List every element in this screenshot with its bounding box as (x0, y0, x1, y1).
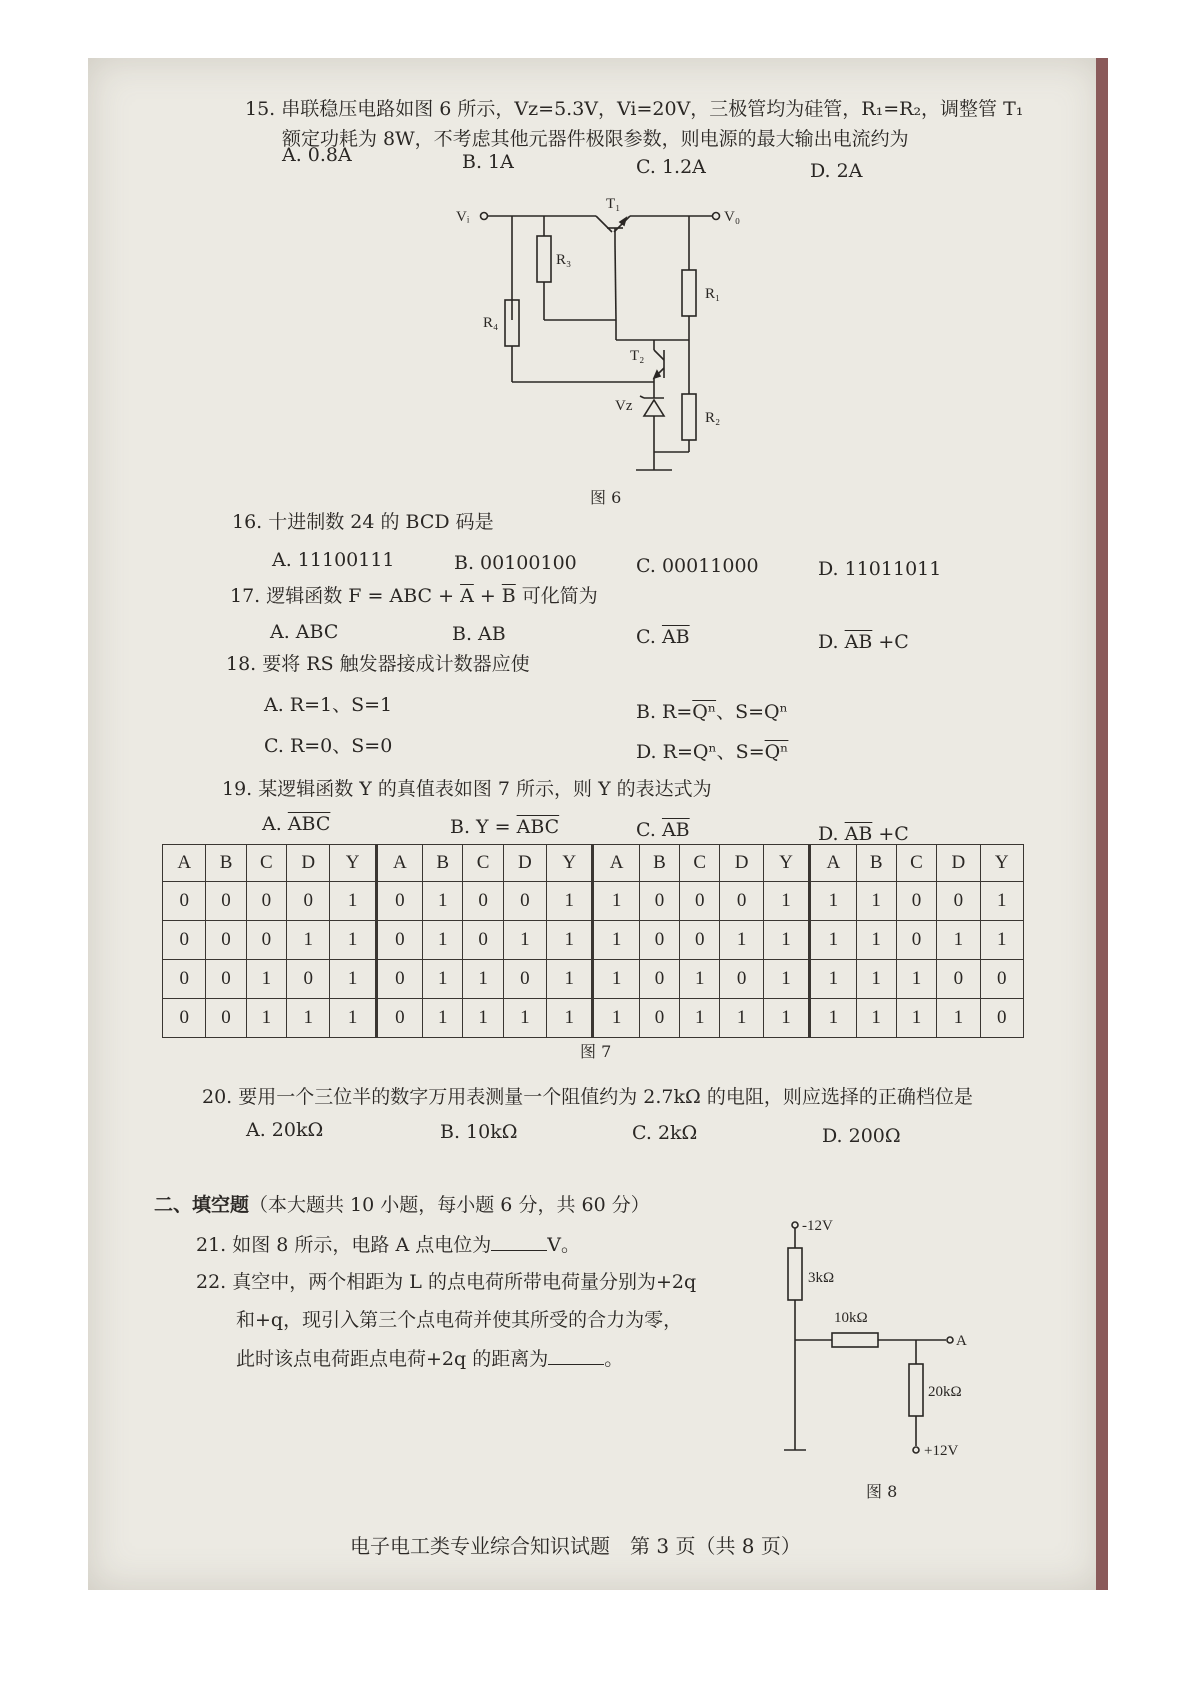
table-cell: 1 (547, 999, 593, 1038)
table-cell: 0 (463, 882, 503, 921)
table-cell: 1 (810, 882, 856, 921)
table-header-cell: Y (547, 845, 593, 882)
table-cell: 0 (639, 999, 679, 1038)
r3-label: R₃ (556, 252, 572, 268)
q15-line2: 额定功耗为 8W，不考虑其他元器件极限参数，则电源的最大输出电流约为 (282, 128, 909, 150)
table-cell: 1 (810, 921, 856, 960)
q15-option-d: D. 2A (810, 160, 863, 182)
table-header-cell: C (463, 845, 503, 882)
table-cell: 1 (246, 960, 286, 999)
q17-option-a: A. ABC (270, 621, 339, 643)
table-cell: 0 (720, 960, 763, 999)
table-header-cell: C (680, 845, 720, 882)
table-cell: 0 (246, 882, 286, 921)
q19-stem: 19. 某逻辑函数 Y 的真值表如图 7 所示，则 Y 的表达式为 (222, 778, 712, 800)
table-header-cell: D (503, 845, 546, 882)
table-cell: 1 (330, 999, 376, 1038)
table-cell: 1 (720, 999, 763, 1038)
q22-line1: 22. 真空中，两个相距为 L 的点电荷所带电荷量分别为+2q (196, 1271, 697, 1293)
q15-option-a: A. 0.8A (282, 144, 352, 166)
a-terminal (947, 1337, 953, 1343)
table-cell: 0 (896, 921, 936, 960)
table-cell: 0 (163, 999, 206, 1038)
table-cell: 1 (763, 999, 809, 1038)
table-cell: 1 (593, 960, 639, 999)
table-cell: 1 (763, 960, 809, 999)
q22-line3: 此时该点电荷距点电荷+2q 的距离为 。 (236, 1348, 624, 1370)
table-cell: 0 (206, 999, 246, 1038)
table-cell: 0 (937, 960, 980, 999)
table-header-cell: A (376, 845, 422, 882)
table-cell: 0 (206, 921, 246, 960)
table-cell: 1 (423, 921, 463, 960)
pos12v-terminal (913, 1447, 919, 1453)
table-cell: 1 (246, 999, 286, 1038)
table-cell: 1 (937, 921, 980, 960)
q20-option-d: D. 200Ω (822, 1125, 901, 1147)
table-cell: 0 (376, 882, 422, 921)
table-cell: 0 (163, 882, 206, 921)
table-cell: 0 (680, 882, 720, 921)
table-cell: 1 (503, 921, 546, 960)
q20-stem: 20. 要用一个三位半的数字万用表测量一个阻值约为 2.7kΩ 的电阻，则应选择的正确档位是 (202, 1086, 973, 1108)
table-header-cell: Y (980, 845, 1023, 882)
table-header-cell: B (856, 845, 896, 882)
table-cell: 1 (330, 960, 376, 999)
q20-option-a: A. 20kΩ (246, 1119, 324, 1141)
table-cell: 0 (639, 882, 679, 921)
table-header-cell: A (163, 845, 206, 882)
q18-option-a: A. R=1、S=1 (264, 694, 393, 716)
q16-option-d: D. 11011011 (818, 558, 942, 580)
vi-label: Vᵢ (456, 209, 470, 225)
table-cell: 1 (763, 882, 809, 921)
table-cell: 0 (937, 882, 980, 921)
table-header-cell: B (423, 845, 463, 882)
table-cell: 0 (639, 921, 679, 960)
r1-label: R₁ (705, 286, 721, 302)
r-10k-resistor (832, 1333, 878, 1347)
table-header-cell: C (246, 845, 286, 882)
table-cell: 0 (639, 960, 679, 999)
q20-option-b: B. 10kΩ (440, 1121, 518, 1143)
table-header-cell: D (937, 845, 980, 882)
table-header-cell: D (287, 845, 330, 882)
table-cell: 1 (287, 921, 330, 960)
table-cell: 1 (423, 882, 463, 921)
table-cell: 1 (810, 999, 856, 1038)
table-cell: 1 (680, 999, 720, 1038)
table-cell: 1 (680, 960, 720, 999)
table-cell: 1 (980, 921, 1023, 960)
table-cell: 0 (376, 960, 422, 999)
r-20k-resistor (909, 1364, 923, 1416)
table-cell: 1 (856, 882, 896, 921)
table-cell: 1 (547, 921, 593, 960)
q18-stem: 18. 要将 RS 触发器接成计数器应使 (226, 653, 530, 675)
q18-option-b: B. $R=\overline{Q^n}$、S=Qⁿ (636, 701, 788, 723)
table-header-cell: A (810, 845, 856, 882)
table-cell: 1 (547, 960, 593, 999)
table-cell: 0 (503, 882, 546, 921)
q17-option-d: D. $\overline{AB} +C$ (818, 631, 909, 653)
r4-label: R₄ (483, 315, 499, 331)
table-cell: 1 (856, 921, 896, 960)
a-label: A (956, 1333, 967, 1349)
table-cell: 1 (896, 960, 936, 999)
q15-option-c: C. 1.2A (636, 156, 706, 178)
t2-label: T₂ (630, 348, 645, 364)
vo-label: V₀ (724, 209, 741, 225)
table-cell: 1 (593, 882, 639, 921)
table-cell: 1 (463, 960, 503, 999)
table-cell: 1 (856, 960, 896, 999)
figure-8-caption: 图 8 (866, 1482, 898, 1501)
table-cell: 0 (896, 882, 936, 921)
table-cell: 0 (503, 960, 546, 999)
q19-option-c: C. $\overline{AB}$ (636, 819, 690, 841)
table-cell: 0 (376, 999, 422, 1038)
q16-stem: 16. 十进制数 24 的 BCD 码是 (232, 511, 494, 533)
r-3k-resistor (788, 1248, 802, 1300)
table-cell: 1 (547, 882, 593, 921)
table-cell: 0 (163, 960, 206, 999)
table-cell: 0 (376, 921, 422, 960)
table-cell: 0 (463, 921, 503, 960)
q16-option-b: B. 00100100 (454, 552, 577, 574)
table-cell: 0 (163, 921, 206, 960)
q15-line1: 15. 串联稳压电路如图 6 所示，Vz=5.3V，Vi=20V，三极管均为硅管，R₁=R₂，调整管 T₁ (245, 98, 1024, 120)
table-header-cell: B (206, 845, 246, 882)
table-cell: 1 (287, 999, 330, 1038)
table-header-cell: C (896, 845, 936, 882)
figure-7-caption: 图 7 (580, 1042, 612, 1061)
figure-6-caption: 图 6 (590, 488, 622, 507)
table-header-cell: B (639, 845, 679, 882)
table-cell: 1 (937, 999, 980, 1038)
table-cell: 0 (980, 960, 1023, 999)
q17-option-b: B. AB (452, 623, 506, 645)
q18-option-c: C. R=0、S=0 (264, 735, 393, 757)
table-cell: 0 (287, 960, 330, 999)
table-cell: 0 (206, 960, 246, 999)
q19-option-b: B. $Y = \overline{ABC}$ (450, 816, 560, 838)
q19-option-d: D. $\overline{AB} +C$ (818, 823, 909, 845)
section-2-heading: 二、填空题（本大题共 10 小题，每小题 6 分，共 60 分） (154, 1194, 650, 1216)
q20-option-c: C. 2kΩ (632, 1122, 698, 1144)
q17-stem: 17. 逻辑函数 F = ABC + $\overline{A} + \overline{B}$ 可化简为 (230, 585, 598, 607)
table-cell: 1 (593, 999, 639, 1038)
q16-option-c: C. 00011000 (636, 555, 759, 577)
table-cell: 1 (856, 999, 896, 1038)
table-cell: 1 (896, 999, 936, 1038)
r-20k-label: 20kΩ (928, 1384, 962, 1400)
page-footer: 电子电工类专业综合知识试题 第 3 页（共 8 页） (350, 1534, 801, 1558)
table-cell: 1 (763, 921, 809, 960)
table-cell: 1 (980, 882, 1023, 921)
q21-text: 21. 如图 8 所示，电路 A 点电位为 V。 (196, 1234, 580, 1256)
table-cell: 0 (980, 999, 1023, 1038)
table-header-cell: A (593, 845, 639, 882)
table-cell: 0 (720, 882, 763, 921)
table-cell: 1 (330, 882, 376, 921)
table-cell: 1 (810, 960, 856, 999)
r-10k-label: 10kΩ (834, 1310, 868, 1326)
table-cell: 0 (206, 882, 246, 921)
q18-option-d: D. R=Qⁿ、$S=\overline{Q^n}$ (636, 741, 789, 763)
table-cell: 0 (680, 921, 720, 960)
q19-option-a: A. $\overline{ABC}$ (262, 813, 331, 835)
table-cell: 1 (423, 999, 463, 1038)
table-cell: 1 (330, 921, 376, 960)
t1-label: T₁ (606, 196, 621, 212)
q16-option-a: A. 11100111 (272, 549, 395, 571)
neg12v-label: -12V (802, 1218, 833, 1234)
r-3k-label: 3kΩ (808, 1270, 835, 1286)
q17-option-c: C. $\overline{AB}$ (636, 626, 690, 648)
pos12v-label: +12V (924, 1443, 959, 1459)
table-cell: 0 (287, 882, 330, 921)
table-cell: 1 (423, 960, 463, 999)
table-cell: 1 (503, 999, 546, 1038)
table-cell: 1 (593, 921, 639, 960)
table-cell: 1 (720, 921, 763, 960)
table-cell: 0 (246, 921, 286, 960)
neg12v-terminal (792, 1222, 798, 1228)
table-header-cell: Y (763, 845, 809, 882)
vz-label: Vz (615, 398, 633, 414)
table-cell: 1 (463, 999, 503, 1038)
table-header-cell: D (720, 845, 763, 882)
q22-line2: 和+q，现引入第三个点电荷并使其所受的合力为零， (236, 1309, 683, 1331)
table-header-cell: Y (330, 845, 376, 882)
q15-option-b: B. 1A (462, 151, 514, 173)
r2-label: R₂ (705, 410, 721, 426)
